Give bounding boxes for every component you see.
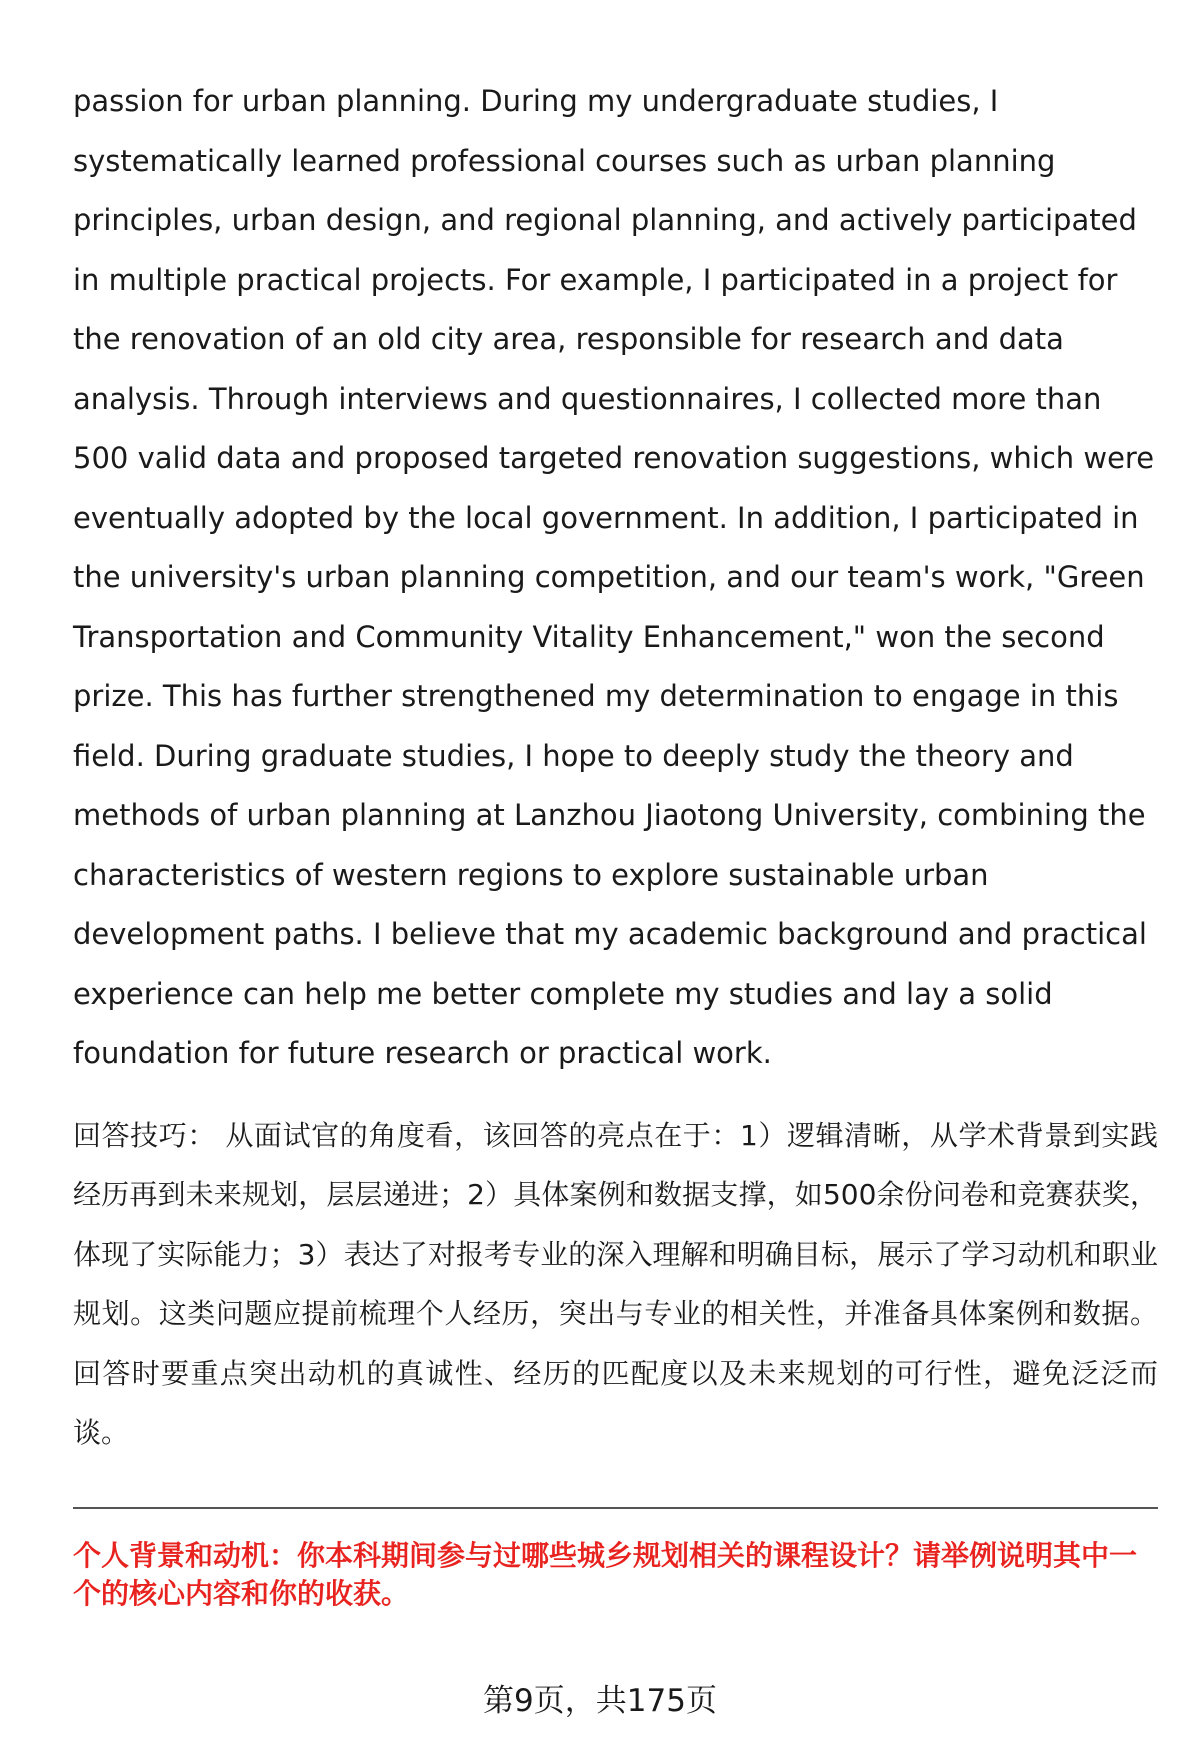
interview-question: 个人背景和动机：你本科期间参与过哪些城乡规划相关的课程设计？请举例说明其中一个的核心内容和你的收获。 xyxy=(73,1538,1138,1610)
page-content xyxy=(73,72,1158,1613)
answer-paragraph: passion for urban planning. During my undergraduate studies, I systematically learned professional courses such as urban planning principles, urban design, and regional planning, and actively participated in multiple practical projects. For example, I participated in a project for the renovation of an old city area, responsible for research and data analysis. Through interviews and questionnaires, I collected more than 500 valid data and proposed targeted renovation suggestions, which were eventually adopted by the local government. In addition, I participated in the university's urban planning competition, and our team's work, "Green Transportation and Community Vitality Enhancement," won the second prize. This has further strengthened my determination to engage in this field. During graduate studies, I hope to deeply study the theory and methods of urban planning at Lanzhou Jiaotong University, combining the characteristics of western regions to explore sustainable urban development paths. I believe that my academic background and practical experience can help me better complete my studies and lay a solid foundation for future research or practical work. xyxy=(73,84,1155,1070)
section-divider xyxy=(73,1507,1158,1509)
page-number-footer: 第9页，共175页 xyxy=(483,1683,717,1719)
answer-tips-paragraph: 回答技巧： 从面试官的角度看，该回答的亮点在于：1）逻辑清晰，从学术背景到实践经历再到未来规划，层层递进；2）具体案例和数据支撑，如500余份问卷和竞赛获奖，体现了实际能力；3）表达了对报考专业的深入理解和明确目标，展示了学习动机和职业规划。这类问题应提前梳理个人经历，突出与专业的相关性，并准备具体案例和数据。回答时要重点突出动机的真诚性、经历的匹配度以及未来规划的可行性，避免泛泛而谈。 xyxy=(73,1118,1158,1449)
